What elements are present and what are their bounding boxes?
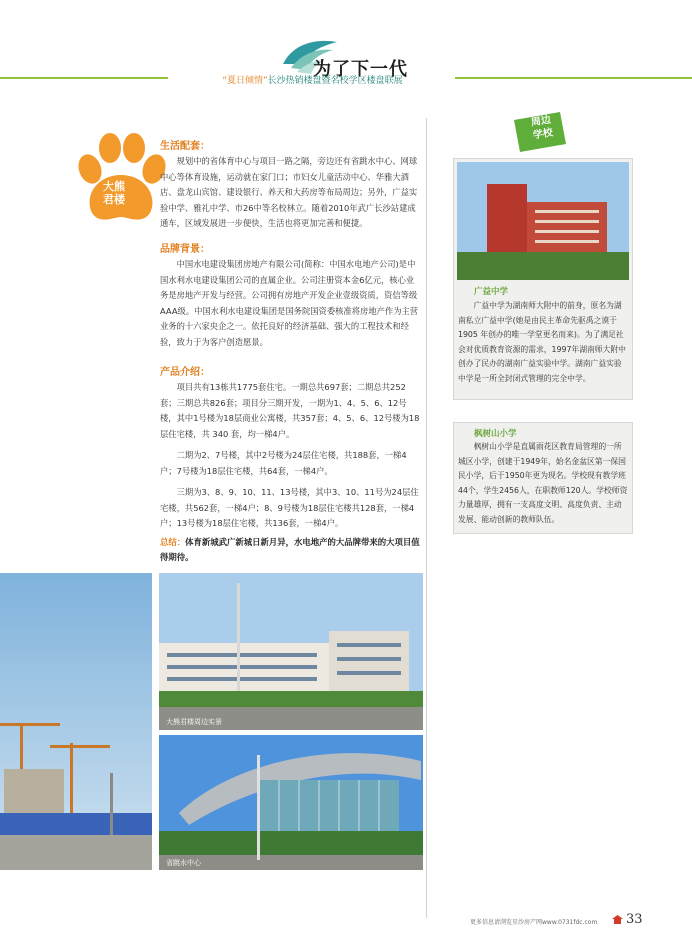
school-text-fengshushan: 枫树山小学是直属雨花区教育局管理的一所城区小学，创建于1949年，始名金盆区第一保国民小学，后于1950年更为现名。学校现有教学班44个，学生2456人，在职教师120人。学校师资力量雄厚，拥有一支高度文明、高度负责、主动发展、能动创新的教师队伍。	[458, 442, 628, 524]
badge-line1: 周边	[530, 114, 552, 129]
home-icon	[612, 915, 623, 924]
heading-brand: 品牌背景：	[160, 244, 210, 255]
paragraph-life: 规划中的省体育中心与项目一路之隔，旁边还有省跳水中心、网球中心等体育设施，运动就在家门口；市妇女儿童活动中心、华雅大酒店、盘龙山宾馆、建设银行、养天和大药房等布局周边；另外，广益实验中学、雅礼中学、市26中等名校林立。随着2010年武广长沙站建成通车，区域发展进一步便快，生活也将更加完善和便捷。	[160, 156, 418, 228]
residential-building-photo	[159, 573, 423, 730]
paragraph-product-2: 二期为2、7号楼，其中2号楼为24层住宅楼，共188套，一梯4户；7号楼为18层住宅楼，共64套，一梯4户。	[160, 450, 407, 476]
header-rule-left	[0, 77, 168, 79]
school-text-guangyi: 广益中学为湖南师大附中的前身，原名为湖南私立广益中学(她是由民主革命先驱禹之谟于 1905 年创办的唯一学堂更名而来)。为了满足社会对优质教育资源的需求，1997年湖南师大附中创办了民办的湖南广益实验中学。湖南广益实验中学是一所全封闭式管理的完全中学。	[458, 301, 626, 383]
diving-center-photo	[159, 735, 423, 870]
page-number: 33	[626, 912, 643, 927]
subtitle-quote: “夏日倾情”	[222, 76, 268, 86]
header-rule-right	[455, 77, 692, 79]
construction-site-photo	[0, 573, 152, 870]
paw-label	[90, 180, 138, 206]
footer-text: 更多信息请浏览星沙房产网www.0731fdc.com	[470, 919, 598, 926]
school-card-guangyi	[453, 158, 633, 400]
school-name-guangyi: 广益中学	[474, 287, 509, 297]
summary-text: 体育新城武广新城日新月异，水电地产的大品牌带来的大项目值得期待。	[160, 537, 420, 562]
paw-label-line2: 君楼	[103, 193, 125, 206]
paragraph-product-1: 项目共有13栋共1775套住宅。一期总共697套；二期总共252套；三期总共826套；项目分三期开发，一期为1、4、5、6、12号楼，其中1号楼为18层商业公寓楼，共357套；4、5、6、12号楼为18层住宅楼，共 340 套，均一梯4户。	[160, 382, 420, 439]
paw-icon	[76, 133, 166, 225]
heading-life: 生活配套：	[160, 141, 210, 152]
school-card-fengshushan	[453, 422, 633, 534]
summary	[160, 535, 422, 565]
paragraph-brand: 中国水电建设集团房地产有限公司(简称：中国水电地产公司)是中国水利水电建设集团公司的直属企业。公司注册资本金6亿元，核心业务是房地产开发与经营。公司拥有房地产开发企业壹级资质，资信等级AAA级。中国水利水电建设集团是国务院国资委核准将房地产作为主营业务的十六家央企之一。依托良好的经济基础、强大的工程技术和经验，致力于为客户创造愿景。	[160, 259, 419, 347]
subtitle-text: 长沙热销楼盘暨名校学区楼盘联展	[267, 76, 403, 86]
column-divider	[426, 118, 427, 918]
badge-line2: 学校	[532, 127, 554, 142]
heading-product: 产品介绍：	[160, 367, 210, 378]
school-name-fengshushan: 枫树山小学	[474, 429, 517, 439]
school-photo	[457, 162, 629, 280]
paragraph-product-3: 三期为3、8、9、10、11、13号楼，其中3、10、11号为24层住宅楼，共562套，一梯4户；8、9号楼为18层住宅楼共128套，一梯4户；13号楼为18层住宅楼，共136套，一梯4户。	[160, 487, 419, 528]
page-title: 为了下一代	[313, 59, 408, 80]
photo-caption-1: 大熊君楼周边实景	[166, 718, 222, 726]
summary-label: 总结：	[160, 537, 186, 547]
page-subtitle	[170, 73, 455, 86]
photo-caption-2: 省跳水中心	[166, 859, 201, 867]
paw-label-line1: 大熊	[103, 180, 125, 193]
